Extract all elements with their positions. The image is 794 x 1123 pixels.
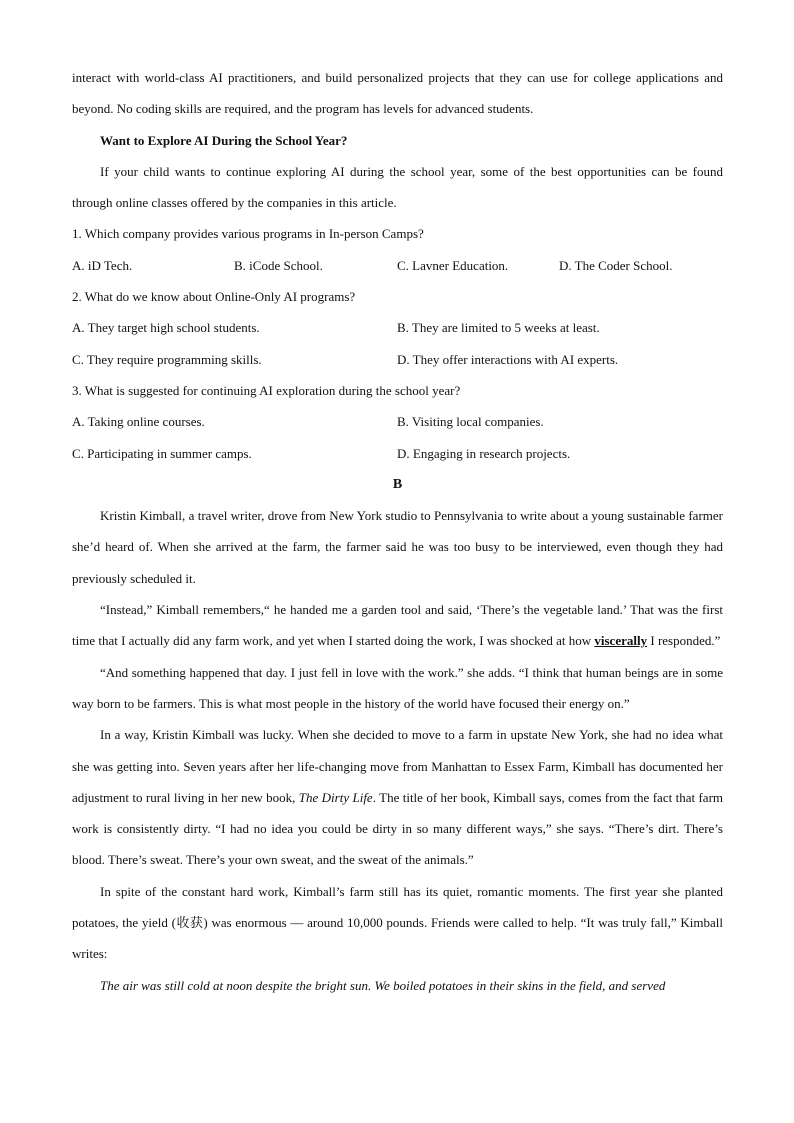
- question-stem: 1. Which company provides various programs in In-person Camps?: [72, 226, 424, 242]
- passage-b-paragraph: [72, 594, 723, 657]
- passage-a-subheading: Want to Explore AI During the School Year?: [100, 132, 348, 148]
- passage-a-paragraph: interact with world-class AI practitioners, and build personalized projects that they can use for college applications and beyond. No coding skills are required, and the program has levels for advanced students.: [72, 70, 723, 117]
- option-a[interactable]: A. Taking online courses.: [72, 414, 205, 430]
- passage-b-paragraph: Kristin Kimball, a travel writer, drove from New York studio to Pennsylvania to write about a young sustainable farmer she’d heard of. When she arrived at the farm, the farmer said he was too busy to be interviewed, even though they had previously scheduled it.: [72, 508, 723, 586]
- option-c[interactable]: C. They require programming skills.: [72, 351, 262, 367]
- answer-options: [72, 250, 723, 281]
- option-d[interactable]: D. The Coder School.: [559, 257, 673, 273]
- option-a[interactable]: A. iD Tech.: [72, 257, 133, 273]
- question-1: [72, 218, 723, 281]
- option-c[interactable]: C. Lavner Education.: [397, 257, 509, 273]
- passage-b-quote: The air was still cold at noon despite the bright sun. We boiled potatoes in their skins in the field, and served: [100, 977, 666, 993]
- option-d[interactable]: D. They offer interactions with AI experts.: [397, 351, 619, 367]
- passage-b-title: B: [392, 476, 403, 492]
- passage-b-paragraph: “And something happened that day. I just fell in love with the work.” she adds. “I think that human beings are in some way born to be farmers. This is what most people in the history of the world have focused their energy on.”: [72, 664, 723, 711]
- question-3: [72, 375, 723, 469]
- book-title: The Dirty Life: [298, 789, 373, 805]
- question-stem: 2. What do we know about Online-Only AI programs?: [72, 289, 356, 305]
- answer-options: [72, 312, 723, 375]
- paragraph-text: . The title of her book, Kimball says, comes from the fact that farm work is consistently dirty. “I had no idea you could be dirty in so many different ways,” she says. “There’s dirt. There’s blood. There’s sweat. There’s your own sweat, and the sweat of the animals.”: [72, 789, 724, 868]
- paragraph-text: “Instead,” Kimball remembers,“ he handed me a garden tool and said, ‘There’s the vegetable land.’ That was the first time that I actually did any farm work, and yet when I started doing the work, I was shocked at how: [72, 602, 723, 649]
- option-b[interactable]: B. They are limited to 5 weeks at least.: [397, 320, 600, 336]
- paragraph-text: In a way, Kristin Kimball was lucky. When she decided to move to a farm in upstate New York, she had no idea what she was getting into. Seven years after her life-changing move from Manhattan to Essex Farm, Kimball has documented her adjustment to rural living in her new book,: [72, 727, 723, 805]
- option-d[interactable]: D. Engaging in research projects.: [397, 445, 571, 461]
- underlined-keyword: viscerally: [594, 633, 648, 649]
- answer-options: [72, 406, 723, 469]
- exam-page: [72, 62, 723, 1001]
- passage-a-paragraph: If your child wants to continue exploring AI during the school year, some of the best opportunities can be found through online classes offered by the companies in this article.: [72, 163, 723, 211]
- question-2: [72, 281, 723, 375]
- question-stem: 3. What is suggested for continuing AI exploration during the school year?: [72, 382, 461, 398]
- option-b[interactable]: B. iCode School.: [234, 257, 323, 273]
- passage-b-paragraph: In spite of the constant hard work, Kimball’s farm still has its quiet, romantic moments. The first year she planted potatoes, the yield (收获) was enormous — around 10,000 pounds. Friends were called to help. “It was truly fall,” Kimball writes:: [72, 883, 723, 962]
- passage-b-paragraph: [72, 719, 723, 875]
- paragraph-text: I responded.”: [647, 633, 721, 649]
- option-a[interactable]: A. They target high school students.: [72, 320, 260, 336]
- option-b[interactable]: B. Visiting local companies.: [397, 414, 544, 430]
- option-c[interactable]: C. Participating in summer camps.: [72, 445, 252, 461]
